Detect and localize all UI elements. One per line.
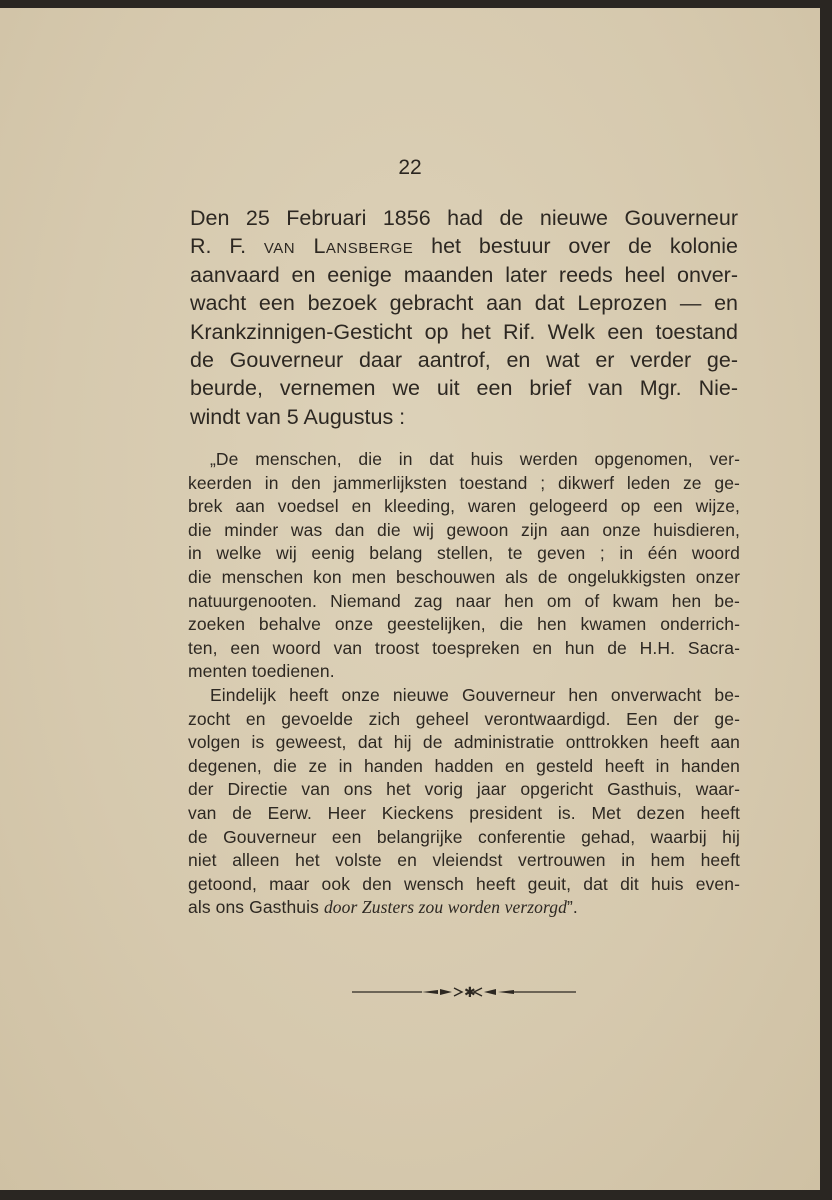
quote-line: getoond, maar ook den wensch heeft geuit, dat dit huis even- bbox=[188, 873, 740, 894]
text-line: windt van 5 Augustus : bbox=[190, 404, 406, 429]
quote-line: Eindelijk heeft onze nieuwe Gouverneur hen onverwacht be- bbox=[210, 684, 740, 705]
svg-text:✱: ✱ bbox=[464, 985, 476, 1001]
divider-ornament-icon bbox=[352, 980, 576, 1004]
quote-line: die minder was dan die wij gewoon zijn aan onze huisdieren, bbox=[188, 519, 740, 540]
quote-line: degenen, die ze in handen hadden en gesteld heeft in handen bbox=[188, 755, 740, 776]
quote-line: in welke wij eenig belang stellen, te geven ; in één woord bbox=[188, 543, 740, 564]
quote-line: die menschen kon men beschouwen als de ongelukkigsten onzer bbox=[188, 566, 740, 587]
quote-line: niet alleen het volste en vleiendst vertrouwen in hem heeft bbox=[188, 850, 740, 871]
letter-quote bbox=[188, 448, 740, 920]
quote-line: zocht en gevoelde zich geheel verontwaardigd. Een der ge- bbox=[188, 708, 740, 729]
book-page bbox=[0, 8, 822, 1190]
name-small-caps: van Lansberge bbox=[263, 234, 414, 259]
text-line: wacht een bezoek gebracht aan dat Leprozen — en bbox=[190, 291, 738, 316]
quote-line: de Gouverneur een belangrijke conferentie gehad, waarbij hij bbox=[188, 826, 740, 847]
quote-line: van de Eerw. Heer Kieckens president is. Met dezen heeft bbox=[188, 802, 740, 823]
closing-quote: ”. bbox=[566, 897, 578, 918]
text-line: beurde, vernemen we uit een brief van Mgr. Nie- bbox=[190, 376, 738, 401]
page-number: 22 bbox=[398, 156, 422, 179]
quote-line: natuurgenooten. Niemand zag naar hen om of kwam hen be- bbox=[188, 590, 740, 611]
page-edge-shadow bbox=[820, 0, 832, 1200]
text-line: Den 25 Februari 1856 had de nieuwe Gouverneur bbox=[190, 206, 738, 230]
quote-line: „De menschen, die in dat huis werden opgenomen, ver- bbox=[210, 449, 740, 469]
text-line: R. F. van Lansberge het bestuur over de kolonie bbox=[190, 234, 738, 259]
quote-line: brek aan voedsel en kleeding, waren gelogeerd op een wijze, bbox=[188, 496, 740, 517]
italic-phrase: door Zusters zou worden verzorgd bbox=[323, 897, 567, 918]
quote-line: als ons Gasthuis door Zusters zou worden verzorgd”. bbox=[188, 897, 578, 918]
quote-line: menten toedienen. bbox=[188, 661, 335, 682]
quote-line: keerden in den jammerlijksten toestand ; dikwerf leden ze ge- bbox=[188, 472, 740, 493]
quote-line: zoeken behalve onze geestelijken, die hen kwamen onderrich- bbox=[188, 614, 740, 635]
text-line: de Gouverneur daar aantrof, en wat er verder ge- bbox=[190, 348, 738, 373]
quote-line: ten, een woord van troost toespreken en hun de H.H. Sacra- bbox=[188, 637, 740, 658]
text-line: Krankzinnigen-Gesticht op het Rif. Welk een toestand bbox=[190, 319, 738, 344]
paragraph-intro bbox=[190, 204, 738, 431]
quote-line: der Directie van ons het vorig jaar opgericht Gasthuis, waar- bbox=[188, 779, 740, 800]
text-line: aanvaard en eenige maanden later reeds heel onver- bbox=[190, 262, 738, 287]
quote-line: volgen is geweest, dat hij de administratie onttrokken heeft aan bbox=[188, 732, 740, 753]
